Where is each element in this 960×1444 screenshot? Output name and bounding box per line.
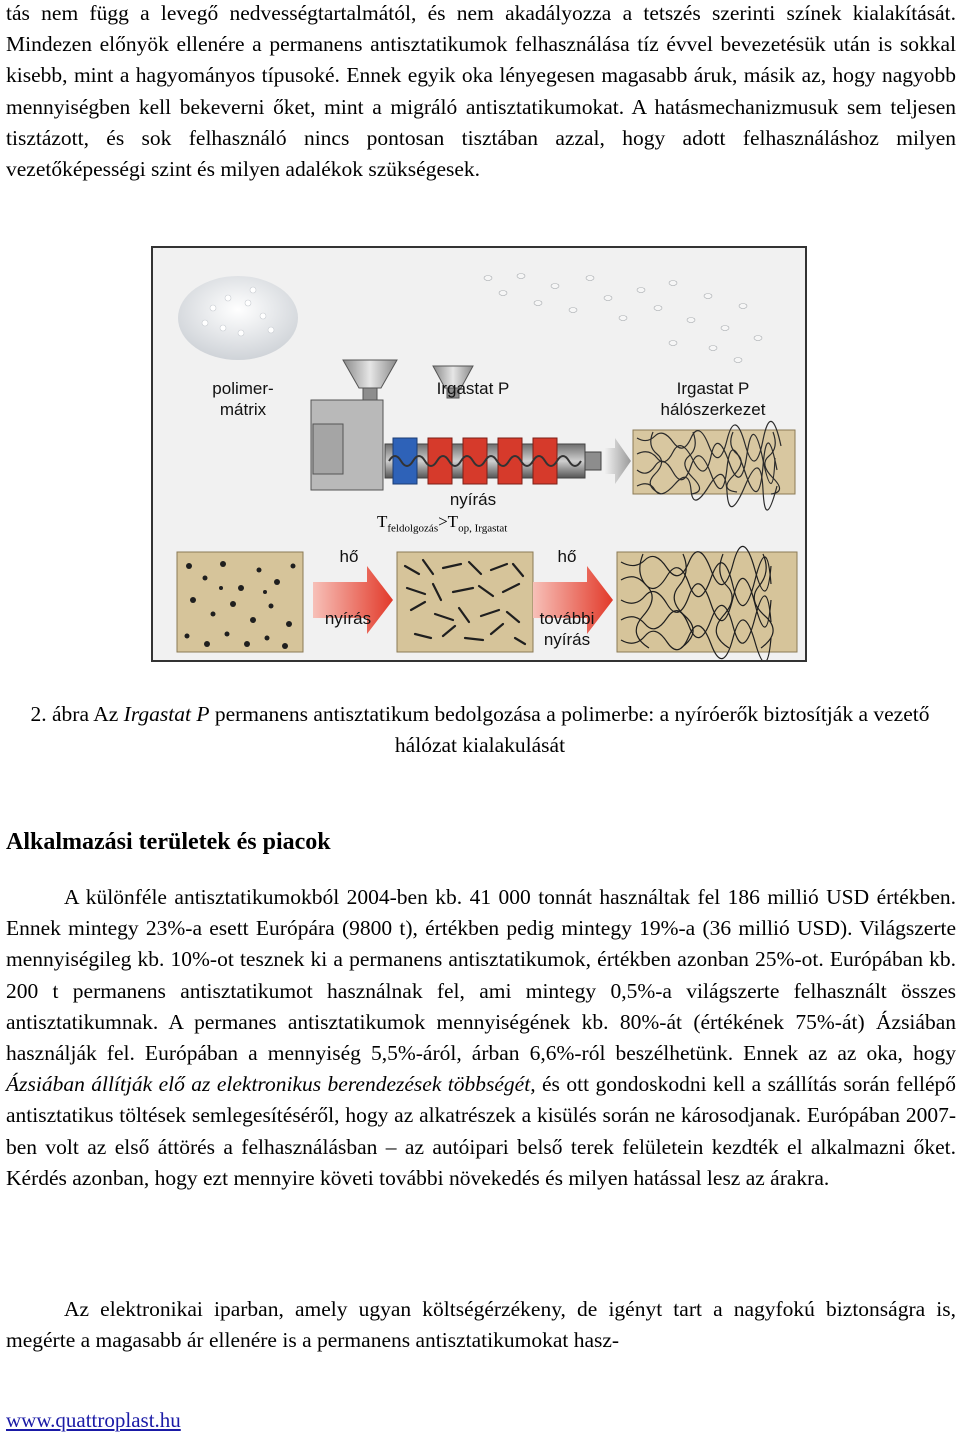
label-heat-right: hő: [557, 547, 577, 566]
process-illustration: [153, 248, 805, 660]
scattering-pellets-image: [484, 274, 762, 363]
label-shear-left: nyírás: [324, 609, 372, 628]
label-polymer-matrix: polimer- mátrix: [212, 379, 274, 419]
label-shear-top: nyírás: [449, 490, 497, 509]
final-network-box: [617, 546, 797, 660]
polymer-matrix-box: [177, 552, 303, 652]
label-temperature: $T_{feldolgozás}>T_{op, Irgastat}$: [377, 512, 508, 535]
paragraph-intro: tás nem függ a levegő nedvességtartalmától, és nem akadályozza a tetszés szerinti színek kialakítását. Mindezen előnyök ellenére a permanens antisztatikumok felhasználása tíz évvel bevezetésük után is sokkal kisebb, mint a hagyományos típusoké. Ennek egyik oka lényegesen magasabb áruk, másik az, hogy nagyobb mennyiségben kell bekeverni őket, mint a migráló antisztatikumokat. A hatásmechanizmusuk sem teljesen tisztázott, és sok felhasználó nincs pontosan tisztában azzal, hogy adott felhasználáshoz milyen vezetőképességi szint és milyen adalékok szükségesek.: [6, 1, 956, 182]
label-heat-left: hő: [339, 547, 359, 566]
grey-arrow: [605, 438, 631, 484]
label-network: Irgastat P hálószerkezet: [660, 379, 766, 419]
section-heading: Alkalmazási területek és piacok: [6, 829, 331, 855]
network-structure-box: [633, 421, 795, 510]
label-irgastat: Irgastat P: [436, 379, 510, 398]
footer-website-link[interactable]: www.quattroplast.hu: [6, 1408, 181, 1432]
pellet-pile-image: [178, 276, 298, 360]
process-figure: [151, 246, 807, 662]
paragraph-electronics: Az elektronikai iparban, amely ugyan költségérzékeny, de igényt tart a nagyfokú biztonságra is, megérte a magasabb ár ellenére is a permanens antisztatikumokat hasz-: [6, 1297, 956, 1353]
extruder: [311, 400, 601, 490]
label-further-shear: további nyírás: [539, 609, 595, 649]
figure-caption: 2. ábra Az Irgastat P permanens antisztatikum bedolgozása a polimerbe: a nyíróerők biztosítják a vezető hálózat kialakulását: [30, 702, 930, 757]
paragraph-markets: A különféle antisztatikumokból 2004-ben kb. 41 000 tonnát használtak fel 186 millió USD értékben. Ennek mintegy 23%-a esett Európára (9800 t), értékben pedig mintegy 19%-a (36 millió USD). Világszerte mennyiségileg kb. 10%-ot tesznek ki a permanens antisztatikumok, értékben azonban 25%-ot. Európában kb. 200 t permanens antisztatikumot használnak fel, ami mintegy 0,5%-a világszerte felhasznált összes antisztatikumnak. A permanes antisztatikumok mennyiségének kb. 80%-át (értékének 75%-át) Ázsiában használják fel. Európában a mennyiség 5,5%-áról, árban 6,6%-ról beszélhetünk. Ennek az az oka, hogy Ázsiában állítják elő az elektronikus berendezések többségét, és ott gondoskodni kell a szállítás során fellépő antisztatikus töltések semlegesítéséről, hogy az alkatrészek a kisülés során ne károsodjanak. Európában 2007-ben volt az első áttörés a felhasználásban – az autóipari belső terek felületein kezdték el alkalmazni őket. Kérdés azonban, hogy ezt mennyire követi további növekedés és milyen hatással lesz az árakra.: [6, 885, 957, 1190]
dispersed-fibers-box: [397, 552, 533, 652]
